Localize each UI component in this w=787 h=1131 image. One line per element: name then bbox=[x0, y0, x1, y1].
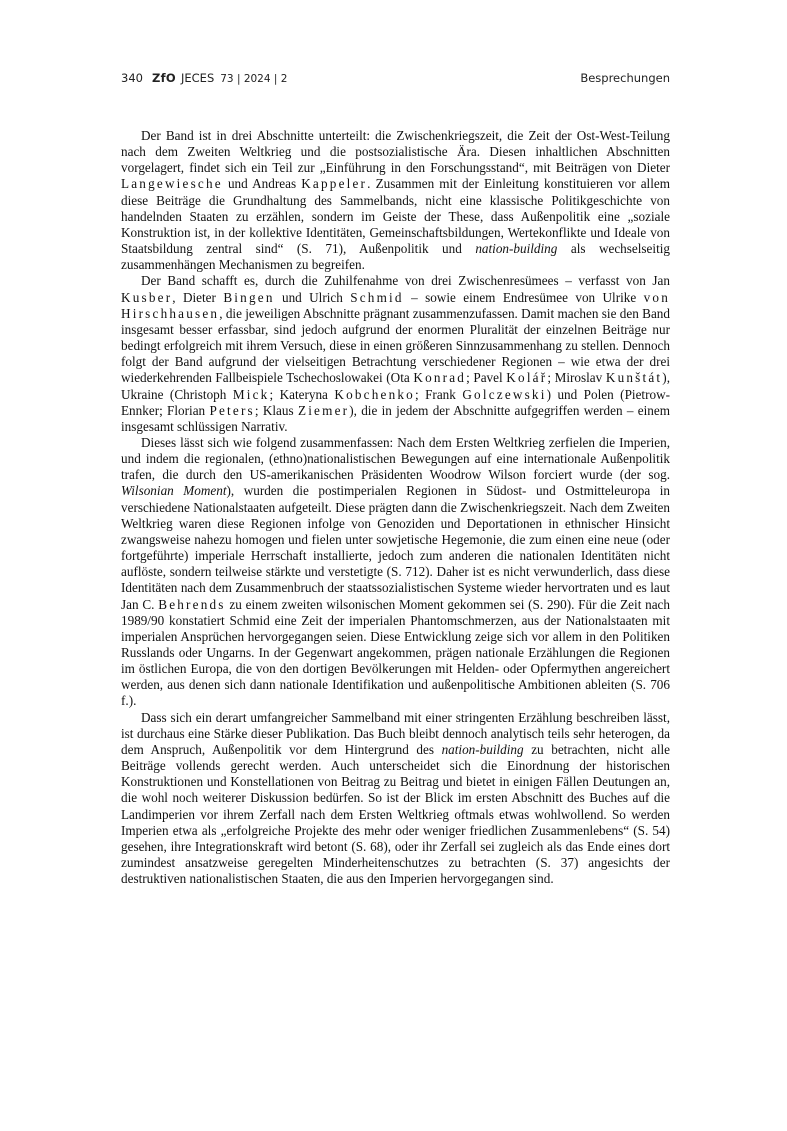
header-left bbox=[121, 71, 287, 85]
author-name: Kolář bbox=[506, 370, 548, 386]
article-body bbox=[121, 128, 670, 887]
paragraph bbox=[121, 128, 670, 273]
text-run: ; Pavel bbox=[466, 370, 507, 386]
author-name: Konrad bbox=[413, 370, 467, 386]
author-name: Langewiesche bbox=[121, 176, 223, 192]
text-run: als wechselseitig zusammenhängen Mechanismen zu begreifen. bbox=[121, 241, 670, 273]
text-run: Dieses lässt sich wie folgend zusammenfassen: Nach dem Ersten Weltkrieg zerfielen die Imperien, und indem die regionalen, (ethno)nationalistischen Bewegungen auf eine internationale Außenpolitik trafen, die durch den US-amerikanischen Präsidenten Woodrow Wilson forciert wurde (der sog. bbox=[121, 434, 670, 483]
text-run: ), wurden die postimperialen Regionen in Südost- und Ostmitteleuropa in verschiedene Nationalstaaten aufgeteilt. Diese prägten dann die Zwischenkriegszeit. Nach dem Zweiten Weltkrieg waren diese Regionen infolge von Genoziden und Deportationen in ethnischer Hinsicht zwangsweise nahezu homogen und fielen unter sowjetische Hegemonie, die zum einen eine neue (oder fortgeführte) imperiale Herrschaft installierte, jedoch zum anderen die nationalen Identitäten nicht auflöste, sondern teilweise stärkte und verstetigte (S. 712). Daher ist es nicht verwunderlich, dass diese Identitäten nach dem Zusammenbruch der staatssozialistischen Systeme wieder hervortraten und es laut Jan C. bbox=[121, 483, 670, 612]
section-title: Besprechungen bbox=[580, 71, 670, 85]
text-run: Dass sich ein derart umfangreicher Sammelband mit einer stringenten Erzählung beschreiben lässt, ist durchaus eine Stärke dieser Publikation. Das Buch bleibt dennoch analytisch teils sehr heterogen, da dem Anspruch, Außenpolitik vor dem Hintergrund des bbox=[121, 709, 670, 757]
author-name: Kunštát bbox=[605, 370, 663, 386]
author-name: Bingen bbox=[223, 289, 275, 305]
italic-term: nation-building bbox=[441, 741, 524, 757]
page-number: 340 bbox=[121, 71, 143, 85]
author-name: von Hirschhausen bbox=[121, 289, 670, 321]
text-run: ; Frank bbox=[414, 386, 463, 402]
volume-info: 73 | 2024 | 2 bbox=[220, 73, 288, 85]
text-run: – sowie einem Endresümee von Ulrike bbox=[403, 289, 644, 305]
text-run: Der Band schafft es, durch die Zuhilfenahme von drei Zwischenresümees – verfasst von Jan bbox=[141, 273, 670, 289]
author-name: Kobchenko bbox=[334, 386, 415, 402]
author-name: Kusber bbox=[121, 289, 173, 305]
paragraph bbox=[121, 273, 670, 435]
author-name: Mick bbox=[232, 386, 270, 402]
author-name: Schmid bbox=[350, 289, 404, 305]
text-run: zu betrachten, nicht alle Beiträge vollends gerecht werden. Auch unterscheidet sich die Einordnung der historischen Konstruktionen und Konstellationen von Beitrag zu Beitrag und bietet in einigen Fällen Deutungen an, die wohl noch weiterer Diskussion bedürfen. So ist der Blick im ersten Abschnitt des Buches auf die Landimperien vor ihrem Zerfall nach dem Ersten Weltkrieg oftmals etwas wohlwollend. So werden Imperien etwa als „erfolgreiche Projekte des mehr oder weniger friedlichen Zusammenlebens“ (S. 54) gesehen, ihre Integrationskraft wird betont (S. 68), oder ihr Zerfall sei zugleich als das Ende eines dort zumindest ansatzweise geregelten Minderheitenschutzes zu betrachten (S. 37) angesichts der destruktiven nationalistischen Staaten, die aus den Imperien hervorgegangen sind. bbox=[121, 741, 671, 887]
text-run: ; Miroslav bbox=[547, 370, 606, 386]
text-run: ; Klaus bbox=[254, 402, 298, 418]
text-run: , Dieter bbox=[172, 289, 224, 305]
running-header bbox=[121, 71, 670, 93]
text-run: zu einem zweiten wilsonischen Moment gekommen sei (S. 290). Für die Zeit nach 1989/90 konstatiert Schmid eine Zeit der imperialen Phantomschmerzen, aus der Nationalstaaten mit imperialen Ansprüchen hervorgegangen seien. Diese Entwicklung zeige sich vor allem in den Politiken Russlands oder Ungarns. In der Gegenwart angekommen, prägen nationale Erzählungen die Regionen im östlichen Europa, die von den dortigen Bevölkerungen mit Helden- oder Opfermythen angereichert werden, aus denen sich dann nationale Identifikation und außenpolitische Ambitionen ableiten (S. 706 f.). bbox=[121, 596, 671, 709]
paragraph bbox=[121, 710, 670, 888]
text-run: ), die in jedem der Abschnitte aufgegriffen werden – einem insgesamt schlüssigen Narrativ. bbox=[121, 402, 671, 434]
author-name: Behrends bbox=[158, 596, 226, 612]
italic-term: Wilsonian Moment bbox=[121, 483, 227, 499]
text-run: ), Ukraine (Christoph bbox=[121, 370, 670, 402]
paragraph bbox=[121, 435, 670, 710]
journal-name: JECES bbox=[180, 71, 215, 85]
journal-abbrev: ZfO bbox=[151, 71, 176, 85]
text-run: . Zusammen mit der Einleitung konstituieren vor allem diese Beiträge die Grundhaltung des Sammelbands, nicht eine klassische Politikgeschichte von handelnden Staaten zu erzählen, sondern im Geiste der These, dass Außenpolitik eine „soziale Konstruktion ist, in der kollektive Identitäten, Gemeinschaftsbildungen, Wertekonflikte und Ideale von Staatsbildung zentral sind“ (S. 71), Außenpolitik und bbox=[121, 176, 670, 257]
author-name: Ziemer bbox=[297, 402, 350, 418]
author-name: Golczewski bbox=[462, 386, 547, 402]
author-name: Kappeler bbox=[301, 176, 368, 192]
italic-term: nation-building bbox=[475, 241, 558, 257]
text-run: Der Band ist in drei Abschnitte unterteilt: die Zwischenkriegszeit, die Zeit der Ost-West-Teilung nach dem Zweiten Weltkrieg und die postsozialistische Ära. Diesen inhaltlichen Abschnitten vorgelagert, findet sich ein Teil zur „Einführung in den Forschungsstand“, mit Beiträgen von Dieter bbox=[121, 128, 670, 176]
text-run: und Andreas bbox=[222, 176, 302, 192]
text-run: ) und Polen (Pietrow-Ennker; Florian bbox=[121, 386, 670, 418]
text-run: ; Kateryna bbox=[269, 386, 335, 402]
text-run: und Ulrich bbox=[274, 289, 351, 305]
text-run: , die jeweiligen Abschnitte prägnant zusammenzufassen. Damit machen sie den Band insgesamt besser erfassbar, sind jedoch aufgrund der enormen Pluralität der einzelnen Beiträge nur bedingt erfolgreich mit ihrem Versuch, diese in einen größeren Sinnzusammenhang zu stellen. Dennoch folgt der Band aufgrund der vielseitigen Betrachtung verschiedener Regionen – wie etwa der drei wiederkehrenden Fallbeispiele Tschechoslowakei (Ota bbox=[121, 305, 670, 386]
author-name: Peters bbox=[209, 402, 255, 418]
